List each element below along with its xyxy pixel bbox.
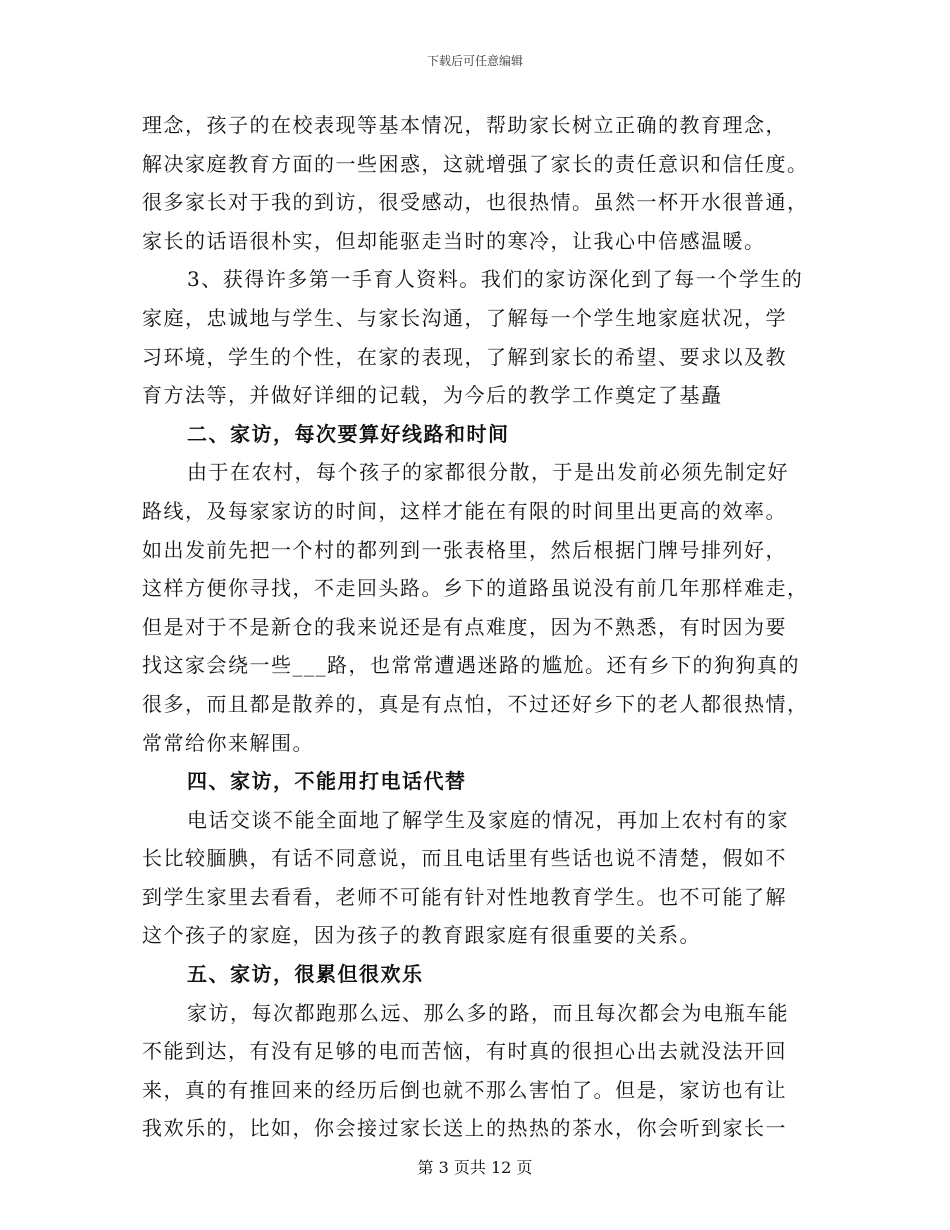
paragraph-line: 我欢乐的，比如，你会接过家长送上的热热的茶水，你会听到家长一 (142, 1116, 787, 1141)
paragraph-line: 很多，而且都是散养的，真是有点怕，不过还好乡下的老人都很热情， (142, 691, 809, 716)
section-heading: 五、家访，很累但很欢乐 (187, 962, 424, 987)
paragraph-line: 习环境，学生的个性，在家的表现，了解到家长的希望、要求以及教 (142, 344, 787, 369)
paragraph-line: 路线，及每家家访的时间，这样才能在有限的时间里出更高的效率。 (142, 498, 787, 523)
paragraph-line: 到学生家里去看看，老师不可能有针对性地教育学生。也不可能了解 (142, 884, 787, 909)
body-text (142, 106, 818, 1148)
section-heading: 二、家访，每次要算好线路和时间 (187, 421, 510, 446)
paragraph-line: 家庭，忠诚地与学生、与家长沟通，了解每一个学生地家庭状况，学 (142, 305, 787, 330)
paragraph-line: 来，真的有推回来的经历后倒也就不那么害怕了。但是，家访也有让 (142, 1077, 787, 1102)
paragraph-line: 不能到达，有没有足够的电而苦恼，有时真的很担心出去就没法开回 (142, 1039, 787, 1064)
paragraph-line: 家访，每次都跑那么远、那么多的路，而且每次都会为电瓶车能 (187, 1000, 789, 1025)
paragraph-line: 解决家庭教育方面的一些困惑，这就增强了家长的责任意识和信任度。 (142, 151, 809, 176)
paragraph-line: 3、获得许多第一手育人资料。我们的家访深化到了每一个学生的 (187, 267, 804, 292)
paragraph-line: 理念，孩子的在校表现等基本情况，帮助家长树立正确的教育理念， (142, 113, 787, 137)
paragraph-line: 常常给你来解围。 (142, 730, 314, 755)
paragraph-line: 电话交谈不能全面地了解学生及家庭的情况，再加上农村有的家 (187, 807, 789, 832)
paragraph-line: 但是对于不是新仓的我来说还是有点难度，因为不熟悉，有时因为要 (142, 614, 787, 639)
paragraph-line: 如出发前先把一个村的都列到一张表格里，然后根据门牌号排列好， (142, 537, 787, 562)
page-footer: 第 3 页共 12 页 (417, 1158, 533, 1177)
paragraph-line: 由于在农村，每个孩子的家都很分散，于是出发前必须先制定好 (187, 460, 789, 485)
paragraph-line: 这个孩子的家庭，因为孩子的教育跟家庭有很重要的关系。 (142, 923, 701, 948)
paragraph-line: 育方法等，并做好详细的记载，为今后的教学工作奠定了基矗 (142, 383, 723, 408)
paragraph-line: 很多家长对于我的到访，很受感动，也很热情。虽然一杯开水很普通， (142, 190, 809, 215)
paragraph-line: 长比较腼腆，有话不同意说，而且电话里有些话也说不清楚，假如不 (142, 846, 787, 871)
paragraph-line: 找这家会绕一些___路，也常常遭遇迷路的尴尬。还有乡下的狗狗真的 (142, 653, 800, 678)
section-heading: 四、家访，不能用打电话代替 (187, 769, 467, 794)
paragraph-line: 家长的话语很朴实，但却能驱走当时的寒冷，让我心中倍感温暖。 (142, 228, 766, 253)
page-header: 下载后可任意编辑 (426, 54, 523, 68)
paragraph-line: 这样方便你寻找，不走回头路。乡下的道路虽说没有前几年那样难走， (142, 576, 809, 601)
